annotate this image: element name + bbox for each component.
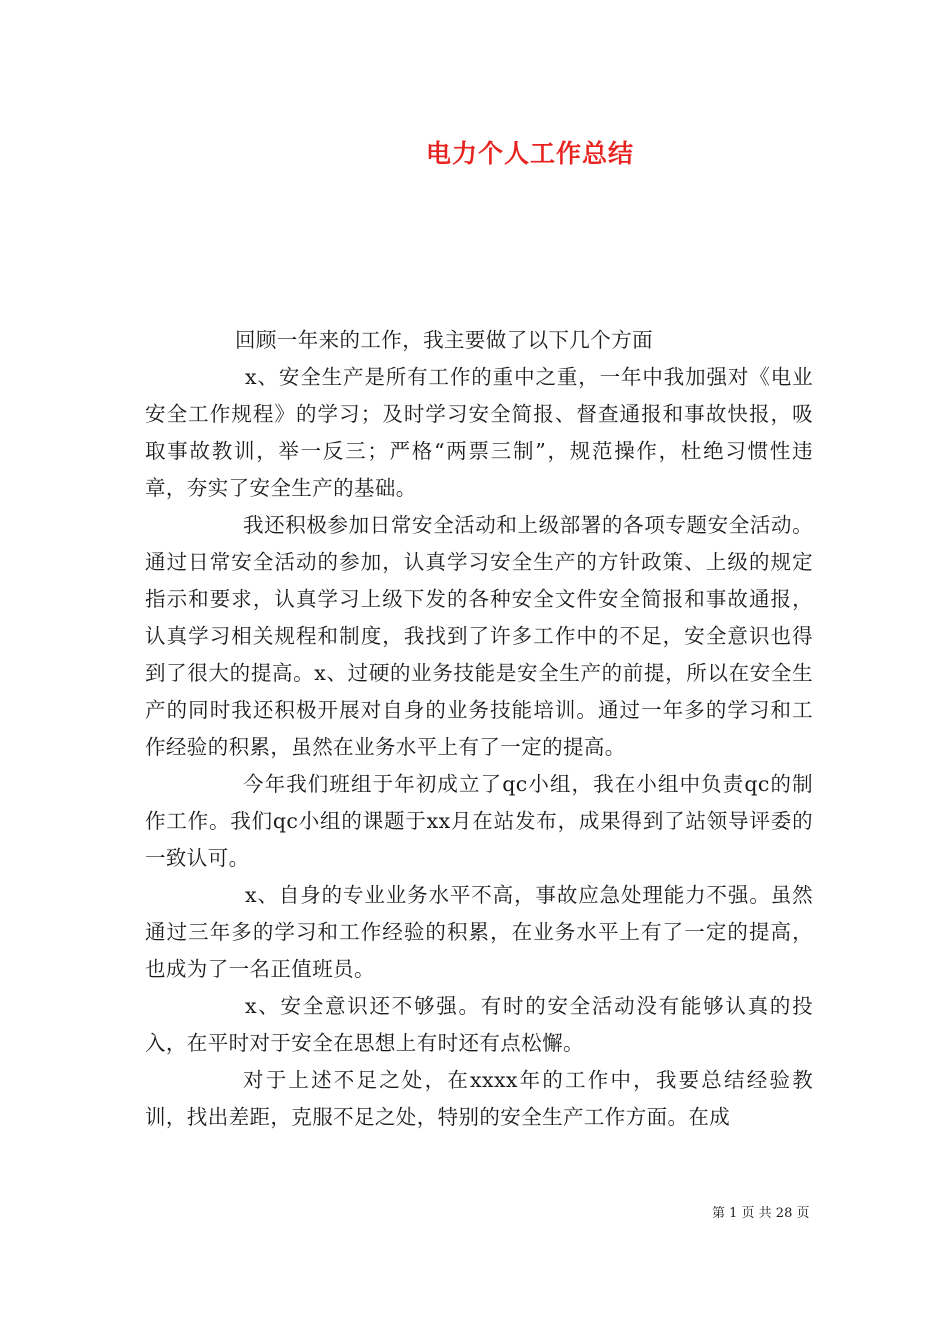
paragraph-skill-shortcoming: x、自身的专业业务水平不高，事故应急处理能力不强。虽然通过三年多的学习和工作经验的积累，在业务水平上有了一定的提高，也成为了一名正值班员。 bbox=[145, 883, 813, 981]
document-body bbox=[145, 322, 813, 1136]
paragraph-safety-awareness: x、安全意识还不够强。有时的安全活动没有能够认真的投入，在平时对于安全在思想上有时还有点松懈。 bbox=[145, 994, 813, 1055]
paragraph-qc-group: 今年我们班组于年初成立了qc小组，我在小组中负责qc的制作工作。我们qc小组的课题于xx月在站发布，成果得到了站领导评委的一致认可。 bbox=[145, 772, 813, 870]
paragraph-intro: 回顾一年来的工作，我主要做了以下几个方面 bbox=[235, 328, 653, 352]
paragraph-safety-activities: 我还积极参加日常安全活动和上级部署的各项专题安全活动。通过日常安全活动的参加，认真学习安全生产的方针政策、上级的规定指示和要求，认真学习上级下发的各种安全文件安全简报和事故通报，认真学习相关规程和制度，我找到了许多工作中的不足，安全意识也得到了很大的提高。x、过硬的业务技能是安全生产的前提，所以在安全生产的同时我还积极开展对自身的业务技能培训。通过一年多的学习和工作经验的积累，虽然在业务水平上有了一定的提高。 bbox=[145, 513, 813, 759]
page-footer bbox=[0, 1202, 950, 1221]
paragraph-safety-production: x、安全生产是所有工作的重中之重，一年中我加强对《电业安全工作规程》的学习；及时学习安全简报、督查通报和事故快报，吸取事故教训，举一反三；严格“两票三制”，规范操作，杜绝习惯性违章，夯实了安全生产的基础。 bbox=[145, 365, 813, 500]
document-title: 电力个人工作总结 bbox=[425, 139, 634, 168]
page-number-indicator: 第 1 页 共 28 页 bbox=[712, 1206, 810, 1221]
paragraph-improvement-plan: 对于上述不足之处，在xxxx年的工作中，我要总结经验教训，找出差距，克服不足之处，特别的安全生产工作方面。在成 bbox=[145, 1068, 813, 1129]
